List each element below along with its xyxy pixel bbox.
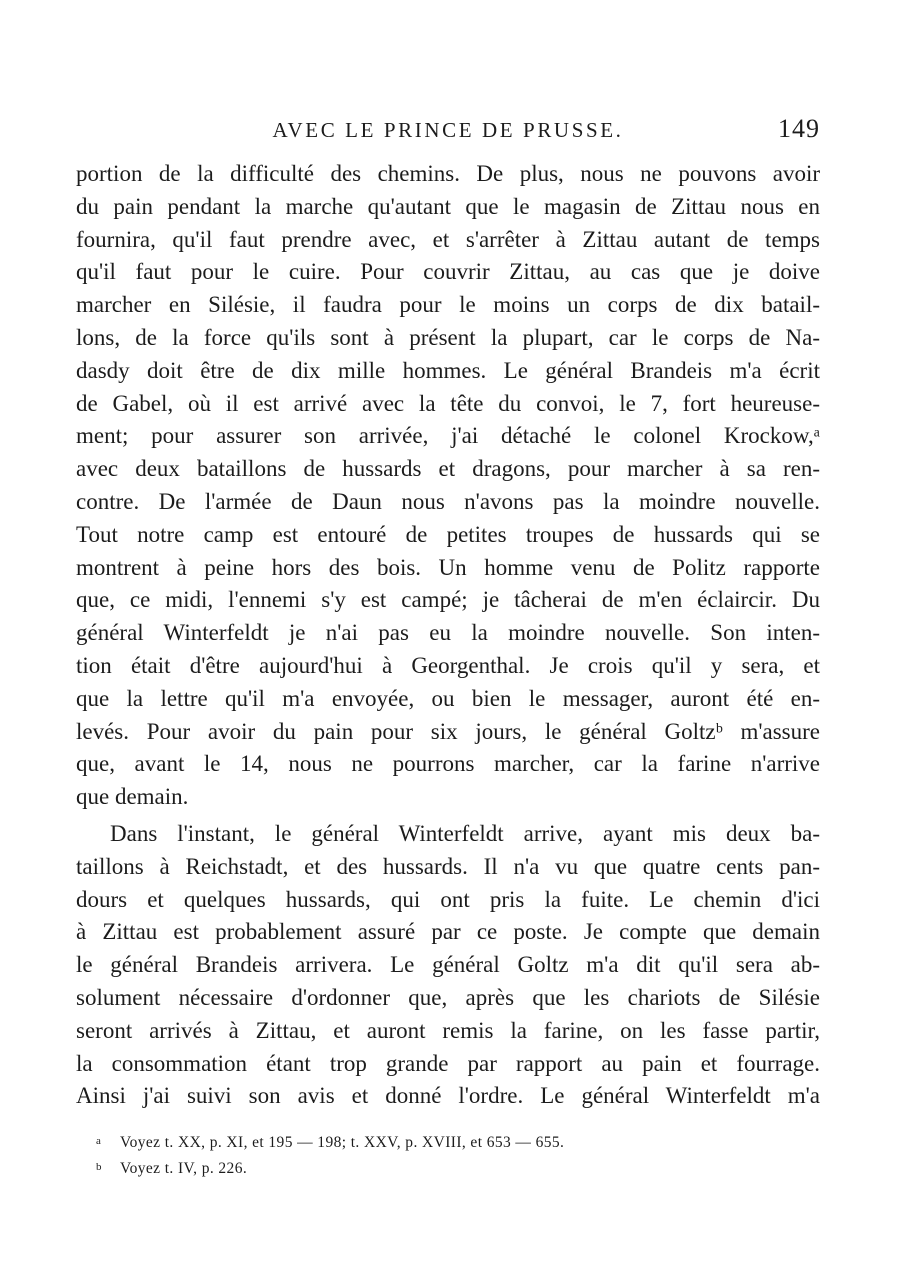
text-line: contre. De l'armée de Daun nous n'avons pas la moindre nouvelle. — [76, 488, 820, 514]
text-line: du pain pendant la marche qu'autant que le magasin de Zittau nous en — [76, 193, 820, 219]
footnote-text: Voyez t. IV, p. 226. — [120, 1160, 248, 1177]
text-line: général Winterfeldt je n'ai pas eu la moindre nouvelle. Son inten- — [76, 620, 820, 646]
text-line: que, ce midi, l'ennemi s'y est campé; je tâcherai de m'en éclaircir. Du — [76, 587, 820, 613]
footnotes — [96, 1128, 796, 1180]
text-line: dasdy doit être de dix mille hommes. Le général Brandeis m'a écrit — [76, 357, 820, 383]
text-line: portion de la difficulté des chemins. De plus, nous ne pouvons avoir — [76, 161, 820, 186]
text-line: Ainsi j'ai suivi son avis et donné l'ordre. Le général Winterfeldt m'a — [76, 1083, 820, 1109]
text-line: que, avant le 14, nous ne pourrons marcher, car la farine n'arrive — [76, 751, 820, 777]
text-line: qu'il faut pour le cuire. Pour couvrir Zittau, au cas que je doive — [76, 259, 820, 285]
running-title: AVEC LE PRINCE DE PRUSSE. — [272, 118, 624, 142]
text-line: Tout notre camp est entouré de petites troupes de hussards qui se — [76, 521, 820, 547]
footnote-text: Voyez t. XX, p. XI, et 195 — 198; t. XXV, p. XVIII, et 653 — 655. — [120, 1134, 565, 1151]
running-head — [76, 114, 820, 148]
text-line: dours et quelques hussards, qui ont pris la fuite. Le chemin d'ici — [76, 886, 820, 912]
footnote-marker: a — [96, 1135, 102, 1147]
text-line: que demain. — [76, 784, 189, 810]
text-line: que la lettre qu'il m'a envoyée, ou bien le messager, auront été en- — [76, 685, 820, 711]
text-line: fournira, qu'il faut prendre avec, et s'arrêter à Zittau autant de temps — [76, 226, 820, 252]
text-line: tion était d'être aujourd'hui à Georgenthal. Je crois qu'il y sera, et — [76, 652, 820, 678]
footnote — [96, 1154, 796, 1180]
body-text — [76, 158, 820, 1113]
paragraph-start-line: Dans l'instant, le général Winterfeldt arrive, ayant mis deux ba- — [110, 820, 820, 846]
text-line: taillons à Reichstadt, et des hussards. Il n'a vu que quatre cents pan- — [76, 853, 820, 879]
text-line: montrent à peine hors des bois. Un homme venu de Politz rapporte — [76, 554, 820, 580]
footnote-marker: b — [96, 1161, 102, 1173]
text-line: marcher en Silésie, il faudra pour le moins un corps de dix batail- — [76, 292, 820, 318]
footnote — [96, 1128, 796, 1154]
page-number: 149 — [778, 114, 820, 143]
text-line: lons, de la force qu'ils sont à présent la plupart, car le corps de Na- — [76, 324, 820, 350]
text-line: le général Brandeis arrivera. Le général Goltz m'a dit qu'il sera ab- — [76, 952, 820, 978]
text-line: avec deux bataillons de hussards et dragons, pour marcher à sa ren- — [76, 456, 820, 482]
text-line: ment; pour assurer son arrivée, j'ai détaché le colonel Krockow,ᵃ — [76, 423, 820, 449]
text-line: solument nécessaire d'ordonner que, après que les chariots de Silésie — [76, 984, 820, 1010]
text-line: de Gabel, où il est arrivé avec la tête du convoi, le 7, fort heureuse- — [76, 390, 820, 416]
text-line: à Zittau est probablement assuré par ce poste. Je compte que demain — [76, 919, 820, 945]
text-line: levés. Pour avoir du pain pour six jours, le général Goltzᵇ m'assure — [76, 718, 820, 744]
text-line: la consommation étant trop grande par rapport au pain et fourrage. — [76, 1050, 820, 1076]
text-line: seront arrivés à Zittau, et auront remis la farine, on les fasse partir, — [76, 1017, 820, 1043]
